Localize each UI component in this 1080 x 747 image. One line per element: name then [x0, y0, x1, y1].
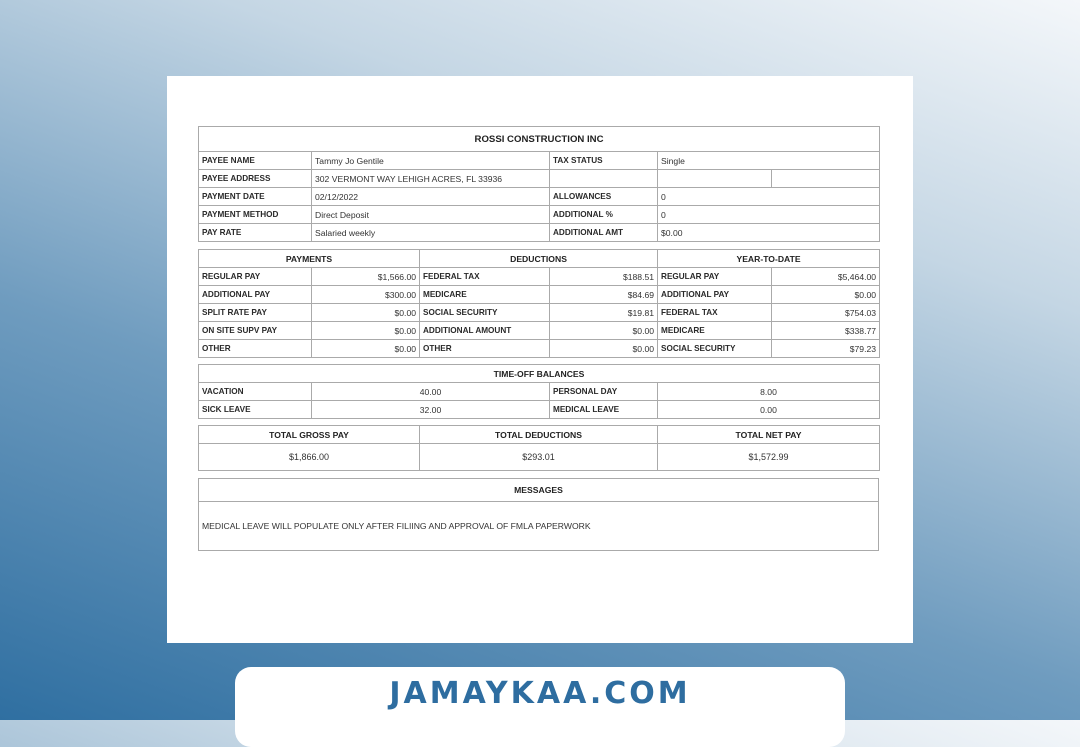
pay-rate-label: PAY RATE: [199, 224, 312, 242]
totals-table: [198, 425, 880, 471]
table-row: [199, 304, 880, 322]
additional-pct: 0: [658, 206, 880, 224]
ytd-label: REGULAR PAY: [658, 268, 772, 286]
total-deductions-label: TOTAL DEDUCTIONS: [420, 426, 658, 444]
table-row: [199, 322, 880, 340]
deduction-value: $188.51: [550, 268, 658, 286]
deduction-label: MEDICARE: [420, 286, 550, 304]
personal-day-label: PERSONAL DAY: [550, 383, 658, 401]
deductions-header: DEDUCTIONS: [420, 250, 658, 268]
deduction-label: ADDITIONAL AMOUNT: [420, 322, 550, 340]
ytd-header: YEAR-TO-DATE: [658, 250, 880, 268]
watermark-text: JAMAYKAA.COM: [389, 676, 691, 711]
tax-status: Single: [658, 152, 880, 170]
total-gross-value: $1,866.00: [199, 444, 420, 471]
allowances-label: ALLOWANCES: [550, 188, 658, 206]
payment-label: SPLIT RATE PAY: [199, 304, 312, 322]
deduction-value: $0.00: [550, 340, 658, 358]
company-name: ROSSI CONSTRUCTION INC: [199, 127, 880, 152]
ytd-label: SOCIAL SECURITY: [658, 340, 772, 358]
total-gross-label: TOTAL GROSS PAY: [199, 426, 420, 444]
empty-cell: [772, 170, 880, 188]
payment-value: $0.00: [312, 322, 420, 340]
ytd-label: FEDERAL TAX: [658, 304, 772, 322]
tax-status-label: TAX STATUS: [550, 152, 658, 170]
deduction-value: $19.81: [550, 304, 658, 322]
ytd-value: $0.00: [772, 286, 880, 304]
deduction-label: OTHER: [420, 340, 550, 358]
payee-address: 302 VERMONT WAY LEHIGH ACRES, FL 33936: [312, 170, 550, 188]
deduction-value: $0.00: [550, 322, 658, 340]
table-row: [199, 268, 880, 286]
sick-leave-value: 32.00: [312, 401, 550, 419]
ytd-value: $79.23: [772, 340, 880, 358]
message-text: MEDICAL LEAVE WILL POPULATE ONLY AFTER FILIING AND APPROVAL OF FMLA PAPERWORK: [199, 502, 879, 551]
allowances: 0: [658, 188, 880, 206]
earnings-table: [198, 249, 880, 358]
pay-stub-sheet: [167, 76, 913, 643]
payee-info-table: [198, 126, 880, 242]
payment-value: $1,566.00: [312, 268, 420, 286]
medical-leave-label: MEDICAL LEAVE: [550, 401, 658, 419]
ytd-value: $338.77: [772, 322, 880, 340]
deduction-label: SOCIAL SECURITY: [420, 304, 550, 322]
total-deductions-value: $293.01: [420, 444, 658, 471]
payment-value: $0.00: [312, 304, 420, 322]
ytd-label: ADDITIONAL PAY: [658, 286, 772, 304]
time-off-table: [198, 364, 880, 419]
total-net-label: TOTAL NET PAY: [658, 426, 880, 444]
sick-leave-label: SICK LEAVE: [199, 401, 312, 419]
time-off-header: TIME-OFF BALANCES: [199, 365, 880, 383]
payee-address-label: PAYEE ADDRESS: [199, 170, 312, 188]
pay-rate: Salaried weekly: [312, 224, 550, 242]
empty-cell: [658, 170, 772, 188]
additional-pct-label: ADDITIONAL %: [550, 206, 658, 224]
payment-value: $300.00: [312, 286, 420, 304]
additional-amt: $0.00: [658, 224, 880, 242]
messages-header: MESSAGES: [199, 479, 879, 502]
payment-label: OTHER: [199, 340, 312, 358]
payment-method: Direct Deposit: [312, 206, 550, 224]
payments-header: PAYMENTS: [199, 250, 420, 268]
personal-day-value: 8.00: [658, 383, 880, 401]
payment-date: 02/12/2022: [312, 188, 550, 206]
total-net-value: $1,572.99: [658, 444, 880, 471]
watermark-banner: [235, 667, 845, 747]
ytd-value: $5,464.00: [772, 268, 880, 286]
table-row: [199, 340, 880, 358]
payment-value: $0.00: [312, 340, 420, 358]
additional-amt-label: ADDITIONAL AMT: [550, 224, 658, 242]
deduction-label: FEDERAL TAX: [420, 268, 550, 286]
messages-table: [198, 478, 879, 551]
ytd-label: MEDICARE: [658, 322, 772, 340]
empty-cell: [550, 170, 658, 188]
payment-date-label: PAYMENT DATE: [199, 188, 312, 206]
payment-label: ADDITIONAL PAY: [199, 286, 312, 304]
table-row: [199, 286, 880, 304]
ytd-value: $754.03: [772, 304, 880, 322]
vacation-label: VACATION: [199, 383, 312, 401]
deduction-value: $84.69: [550, 286, 658, 304]
payment-label: ON SITE SUPV PAY: [199, 322, 312, 340]
payment-label: REGULAR PAY: [199, 268, 312, 286]
payee-name: Tammy Jo Gentile: [312, 152, 550, 170]
medical-leave-value: 0.00: [658, 401, 880, 419]
payee-name-label: PAYEE NAME: [199, 152, 312, 170]
vacation-value: 40.00: [312, 383, 550, 401]
payment-method-label: PAYMENT METHOD: [199, 206, 312, 224]
